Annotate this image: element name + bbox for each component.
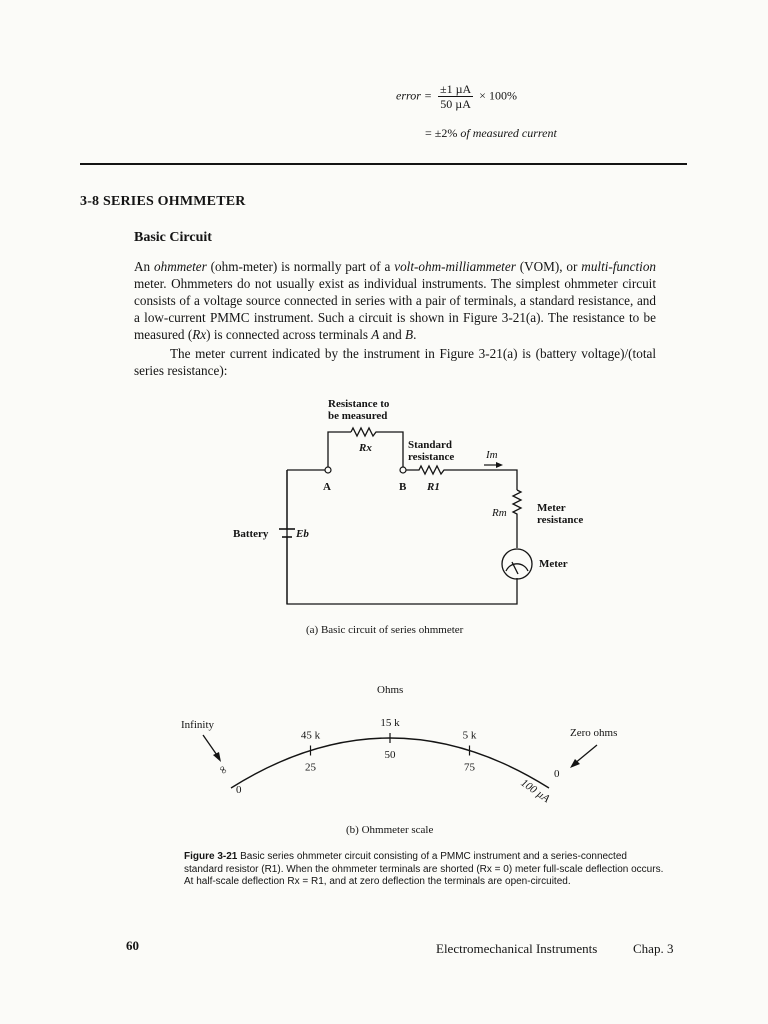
zero-ohms-arrow	[574, 745, 597, 764]
label-zero-ohms: Zero ohms	[570, 727, 618, 739]
p1-text-2: (ohm-meter) is normally part of a	[210, 259, 391, 274]
subsection-title: Basic Circuit	[134, 230, 212, 245]
scale-full-scale: 100 µA	[518, 776, 552, 806]
p1-term-ohmmeter: ohmmeter	[154, 259, 207, 274]
label-terminal-b: B	[399, 481, 407, 493]
circuit-caption: (a) Basic circuit of series ohmmeter	[306, 624, 464, 636]
result-equals: = ±2%	[425, 126, 458, 140]
label-r1: R1	[427, 481, 440, 493]
figure-caption	[184, 851, 664, 889]
scale-current-label: 75	[464, 761, 475, 774]
label-infinity: Infinity	[181, 719, 214, 731]
formula-times: × 100%	[479, 88, 517, 103]
p1-term-vom: volt-ohm-milliammeter	[394, 259, 516, 274]
figure-caption-text: Basic series ohmmeter circuit consisting of a PMMC instrument and a series-connected standard resistor (R1). When the ohmmeter terminals are shorted (Rx = 0) meter full-scale deflection occurs. At half-scale deflection Rx = R1, and at zero deflection the terminals are open-circuited.	[184, 851, 664, 887]
scale-infinity-symbol: ∞	[215, 763, 231, 777]
p1-text-1: An	[134, 259, 151, 274]
section-title: 3-8 SERIES OHMMETER	[80, 194, 246, 209]
label-meter: Meter	[539, 558, 568, 570]
scale-ohm-label: 15 k	[380, 717, 400, 729]
scale-current-label: 50	[384, 749, 396, 761]
scale-current-label: 25	[305, 761, 316, 774]
p1-term-multifunction: multi-function	[581, 259, 657, 274]
running-title: Electromechanical Instruments	[436, 941, 598, 956]
label-im: Im	[486, 449, 498, 461]
p1-text-3: (VOM), or	[519, 259, 578, 274]
scale-right-zero: 0	[554, 768, 560, 780]
p1-rx: Rx	[192, 327, 207, 342]
label-ohms: Ohms	[377, 684, 404, 696]
scale-caption: (b) Ohmmeter scale	[346, 824, 434, 836]
figure-number: Figure 3-21	[184, 851, 238, 862]
label-rm: Rm	[492, 507, 507, 519]
formula-denominator: 50 µA	[440, 97, 471, 111]
p1-terminal-a: A	[371, 327, 380, 342]
infinity-arrow-head	[213, 752, 221, 762]
page-number: 60	[126, 938, 139, 953]
running-chapter: Chap. 3	[633, 941, 674, 956]
scale-ohm-label: 45 k	[300, 729, 321, 742]
label-resistance-to-be-measured: Resistance to be measured	[328, 398, 390, 422]
formula-numerator: ±1 µA	[440, 82, 472, 96]
p2-text: The meter current indicated by the instrument in Figure 3-21(a) is (battery voltage)/(total series resistance):	[134, 346, 656, 378]
result-text: of measured current	[460, 126, 557, 140]
label-eb: Eb	[296, 528, 309, 540]
label-rx: Rx	[359, 442, 372, 454]
scale-left-zero: 0	[236, 784, 242, 796]
scale-ohm-label: 5 k	[462, 729, 477, 742]
label-standard-resistance: Standard resistance	[408, 439, 455, 463]
scale-arc	[231, 738, 549, 788]
label-terminal-a: A	[323, 481, 331, 493]
p1-terminal-b: B	[405, 327, 414, 342]
p1-text-7: .	[413, 327, 417, 342]
formula-lhs: error =	[396, 88, 432, 103]
p1-text-5: ) is connected across terminals	[206, 327, 368, 342]
p1-text-6: and	[382, 327, 402, 342]
p1-text-4: meter. Ohmmeters do not usually exist as individual instruments. The simplest ohmmeter circuit consists of a voltage source connected in series with a pair of terminals, a standard resistance, and a low-current PMMC instrument. Such a circuit is shown in Figure 3-21(a). The resistance to be measured (	[134, 276, 656, 342]
label-meter-resistance: Meter resistance	[537, 502, 584, 526]
label-battery: Battery	[233, 528, 269, 540]
